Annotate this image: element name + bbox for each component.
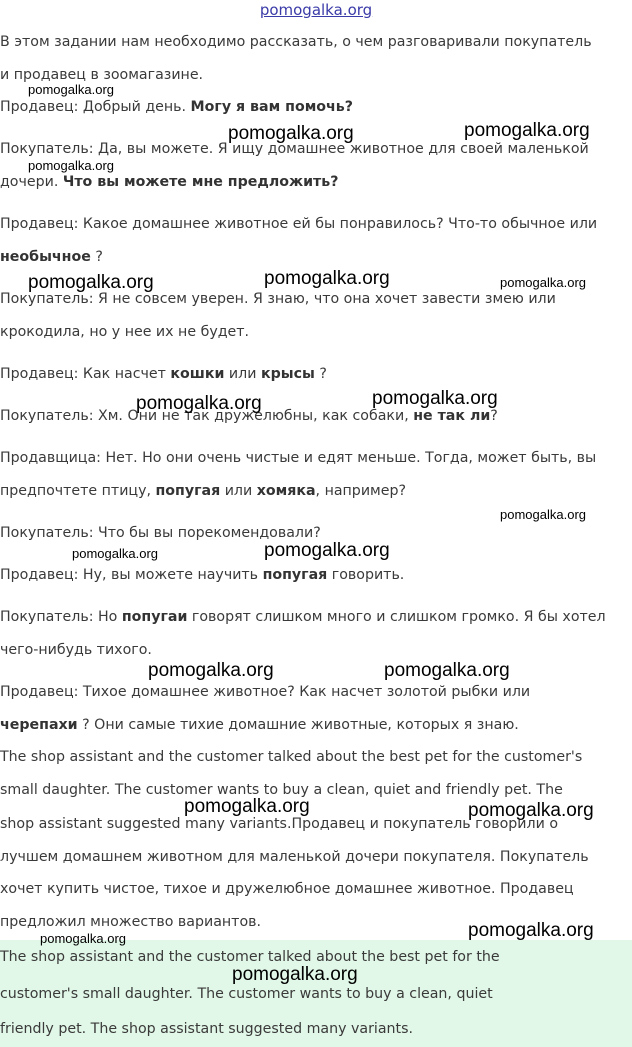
line-text: The shop assistant and the customer talked about the best pet for the customer's (0, 749, 583, 765)
line-text: Продавец: Ну, вы можете научить (0, 567, 263, 583)
line-text: дочери. (0, 174, 63, 190)
emphasis-text: попугая (155, 483, 221, 499)
dialog-line (0, 99, 353, 115)
dialog-line (0, 881, 574, 897)
watermark: pomogalka.org (500, 275, 586, 290)
dialog-line (0, 67, 203, 83)
watermark: pomogalka.org (264, 540, 390, 561)
dialog-line (0, 483, 406, 499)
line-text: или (220, 483, 257, 499)
line-text: Продавец: Тихое домашнее животное? Как насчет золотой рыбки или (0, 684, 531, 700)
emphasis-text: попугаи (121, 609, 188, 625)
dialog-line (0, 914, 261, 930)
dialog-line (0, 684, 530, 700)
line-text: чего-нибудь тихого. (0, 642, 152, 658)
line-text: ? (490, 408, 498, 424)
dialog-line (0, 717, 519, 733)
answer-line (0, 949, 500, 965)
line-text: ? Они самые тихие домашние животные, которых я знаю. (77, 717, 519, 733)
dialog-line (0, 609, 606, 625)
emphasis-text: попугая (262, 567, 328, 583)
line-text: ? (90, 249, 103, 265)
watermark: pomogalka.org (28, 82, 114, 97)
line-text: и продавец в зоомагазине. (0, 67, 204, 83)
emphasis-text: Могу я вам помочь? (190, 99, 353, 115)
watermark: pomogalka.org (464, 120, 590, 141)
dialog-line (0, 249, 103, 265)
emphasis-text: кошки (170, 366, 225, 382)
line-text: предложил множество вариантов. (0, 914, 262, 930)
dialog-line (0, 324, 249, 340)
line-text: говорить. (327, 567, 405, 583)
watermark: pomogalka.org (28, 272, 154, 293)
line-text: предпочтете птицу, (0, 483, 156, 499)
dialog-line (0, 849, 589, 865)
dialog-line (0, 216, 597, 232)
line-text: Продавец: Какое домашнее животное ей бы понравилось? Что-то обычное или (0, 216, 598, 232)
site-header-link[interactable]: pomogalka.org (259, 1, 373, 19)
dialog-line (0, 567, 404, 583)
watermark: pomogalka.org (28, 158, 114, 173)
dialog-line (0, 450, 596, 466)
emphasis-text: не так ли (413, 408, 491, 424)
line-text: , например? (315, 483, 407, 499)
dialog-line (0, 34, 592, 50)
watermark: pomogalka.org (468, 800, 594, 821)
line-text: Покупатель: Хм. Они не так дружелюбны, как собаки, (0, 408, 414, 424)
line-text: Продавщица: Нет. Но они очень чистые и едят меньше. Тогда, может быть, вы (0, 450, 597, 466)
line-text: Покупатель: Я не совсем уверен. Я знаю, что она хочет завести змею или (0, 291, 556, 307)
dialog-line (0, 366, 327, 382)
line-text: Покупатель: Да, вы можете. Я ищу домашнее животное для своей маленькой (0, 141, 589, 157)
line-text: Покупатель: Что бы вы порекомендовали? (0, 525, 321, 541)
watermark: pomogalka.org (136, 393, 262, 414)
line-text: small daughter. The customer wants to buy a clean, quiet and friendly pet. The (0, 782, 563, 798)
dialog-line (0, 174, 338, 190)
emphasis-text: черепахи (0, 717, 78, 733)
line-text: Покупатель: Но (0, 609, 122, 625)
emphasis-text: Что вы можете мне предложить? (62, 174, 339, 190)
watermark: pomogalka.org (148, 660, 274, 681)
dialog-line (0, 749, 582, 765)
line-text: Продавец: Как насчет (0, 366, 171, 382)
watermark: pomogalka.org (72, 546, 158, 561)
watermark: pomogalka.org (372, 388, 498, 409)
line-text: customer's small daughter. The customer wants to buy a clean, quiet (0, 986, 493, 1002)
emphasis-text: хомяка (256, 483, 316, 499)
dialog-line (0, 642, 152, 658)
line-text: хочет купить чистое, тихое и дружелюбное домашнее животное. Продавец (0, 881, 574, 897)
line-text: В этом задании нам необходимо рассказать, о чем разговаривали покупатель (0, 34, 592, 50)
line-text: лучшем домашнем животном для маленькой дочери покупателя. Покупатель (0, 849, 589, 865)
line-text: крокодила, но у нее их не будет. (0, 324, 250, 340)
emphasis-text: необычное (0, 249, 91, 265)
answer-line (0, 1021, 413, 1037)
line-text: или (224, 366, 261, 382)
line-text: Продавец: Добрый день. (0, 99, 191, 115)
dialog-line (0, 525, 321, 541)
watermark: pomogalka.org (232, 964, 358, 985)
line-text: friendly pet. The shop assistant suggested many variants. (0, 1021, 414, 1037)
line-text: The shop assistant and the customer talked about the best pet for the (0, 949, 500, 965)
watermark: pomogalka.org (264, 268, 390, 289)
watermark: pomogalka.org (228, 123, 354, 144)
watermark: pomogalka.org (40, 931, 126, 946)
watermark: pomogalka.org (384, 660, 510, 681)
emphasis-text: крысы (260, 366, 315, 382)
watermark: pomogalka.org (500, 507, 586, 522)
answer-line (0, 986, 493, 1002)
line-text: shop assistant suggested many variants.Продавец и покупатель говорили о (0, 816, 559, 832)
watermark: pomogalka.org (468, 920, 594, 941)
line-text: говорят слишком много и слишком громко. Я бы хотел (187, 609, 606, 625)
line-text: ? (314, 366, 327, 382)
watermark: pomogalka.org (184, 796, 310, 817)
